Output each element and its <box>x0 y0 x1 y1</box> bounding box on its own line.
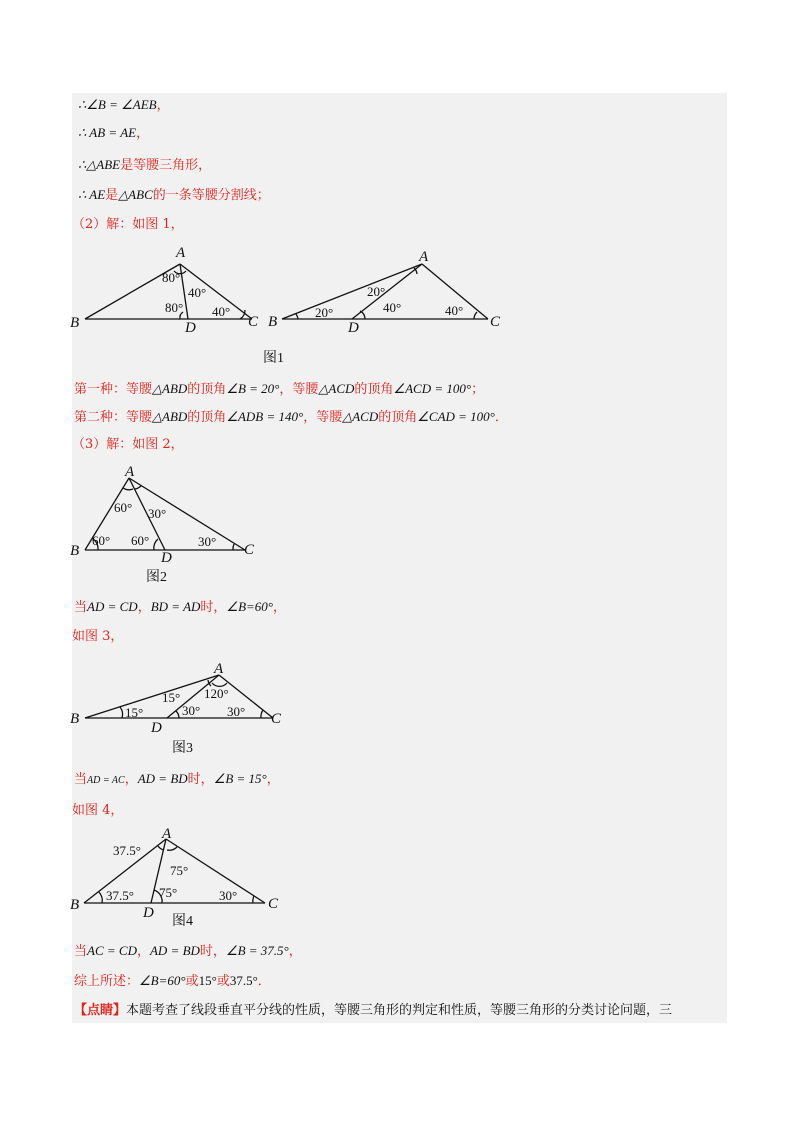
math-expr: BD = AD <box>150 599 201 614</box>
math-expr: △ACD <box>342 409 379 424</box>
angle-label: 37.5° <box>113 843 141 858</box>
text: ， <box>266 772 280 787</box>
comment-text: 本题考查了线段垂直平分线的性质，等腰三角形的判定和性质，等腰三角形的分类讨论问题，三 <box>126 1003 673 1018</box>
angle-label: 60° <box>114 500 133 515</box>
part-3-heading <box>72 436 184 454</box>
math-expr: ∠CAD = 100° <box>417 409 495 424</box>
text: 或 <box>216 974 230 989</box>
math-expr: △ACD <box>318 381 355 396</box>
vertex-label: D <box>143 905 154 921</box>
part-2-heading <box>72 216 184 234</box>
math-expr: △ABD <box>152 381 188 396</box>
vertex-label: D <box>348 320 359 336</box>
fig4-intro-line <box>72 802 123 820</box>
angle-label: 40° <box>445 303 464 318</box>
text: ， <box>136 944 150 959</box>
math-expr: △ABC <box>118 187 153 202</box>
text: 如图 4， <box>72 803 124 818</box>
vertex-label: A <box>176 245 186 261</box>
vertex-label: A <box>162 826 172 842</box>
comment-tag: 【点睛】 <box>74 1003 127 1018</box>
text-line-4 <box>78 186 270 205</box>
text: 时， <box>199 944 226 959</box>
text: 时， <box>200 600 227 615</box>
text-line-1 <box>78 96 170 115</box>
vertex-label: A <box>214 661 224 677</box>
text: ， <box>273 600 287 615</box>
text: 的顶角 <box>187 410 227 425</box>
text: 的顶角 <box>187 382 227 397</box>
math-expr: AD = CD <box>87 599 138 614</box>
angle-label: 80° <box>165 300 184 315</box>
text-line-3 <box>78 156 211 175</box>
math-expr: △ABD <box>152 409 188 424</box>
text: 的顶角 <box>378 410 418 425</box>
math-expr: ∠B = 15° <box>213 771 267 786</box>
vertex-label: A <box>419 249 429 265</box>
math-expr: 37.5° <box>229 973 258 988</box>
text: ，等腰 <box>279 382 319 397</box>
angle-label: 40° <box>383 300 402 315</box>
math-expr: ∠B = 37.5° <box>225 943 289 958</box>
vertex-label: D <box>151 720 162 736</box>
vertex-label: B <box>70 315 80 331</box>
text: 第二种：等腰 <box>74 410 153 425</box>
figure-3-caption: 图3 <box>172 741 193 756</box>
angle-label: 40° <box>188 285 207 300</box>
text: ． <box>494 410 508 425</box>
text: （3）解：如图 2， <box>72 437 184 452</box>
figure-2-caption: 图2 <box>146 570 167 585</box>
math-expr: ∠ADB = 140° <box>226 409 304 424</box>
vertex-label: B <box>70 897 80 913</box>
math-expr: AD = AC <box>87 775 125 786</box>
text-line-2 <box>78 124 149 143</box>
comment-line <box>74 1002 672 1020</box>
figure-1 <box>70 240 510 350</box>
vertex-label: B <box>70 543 80 559</box>
vertex-label: B <box>268 314 278 330</box>
angle-label: 15° <box>125 705 144 720</box>
math-expr: AD = BD <box>137 771 188 786</box>
angle-label: 37.5° <box>106 888 134 903</box>
fig4-condition-line <box>74 942 302 961</box>
text: ， <box>136 126 150 141</box>
vertex-label: C <box>248 314 259 330</box>
summary-line <box>74 972 271 991</box>
math-expr: ∴△ABE <box>78 157 121 172</box>
vertex-label: D <box>185 320 196 336</box>
text: 或 <box>185 974 199 989</box>
text: 综上所述： <box>74 974 140 989</box>
math-expr: AC = CD <box>87 943 137 958</box>
fig2-condition-line <box>74 598 286 617</box>
angle-label: 80° <box>162 270 181 285</box>
text: ； <box>471 382 485 397</box>
text: 当 <box>74 772 88 787</box>
text: ． <box>257 974 271 989</box>
text: 时， <box>187 772 214 787</box>
text: （2）解：如图 1， <box>72 217 184 232</box>
text: 的顶角 <box>354 382 394 397</box>
math-expr: AD = BD <box>149 943 200 958</box>
figure-1-caption: 图1 <box>263 351 284 366</box>
text: 当 <box>74 944 88 959</box>
math-expr: ∴ AB = AE <box>78 125 137 140</box>
angle-label: 40° <box>212 304 231 319</box>
text: ， <box>288 944 302 959</box>
math-expr: ∠B=60° <box>226 599 273 614</box>
math-expr: ∠B = 20° <box>226 381 280 396</box>
case-1-line <box>74 380 484 399</box>
math-expr: ∴ AE <box>78 187 106 202</box>
figure-4-caption: 图4 <box>172 914 193 929</box>
fig3-intro-line <box>72 628 123 646</box>
angle-label: 30° <box>198 534 217 549</box>
angle-label: 20° <box>367 284 386 299</box>
angle-label: 60° <box>92 533 111 548</box>
angle-label: 20° <box>315 305 334 320</box>
fig3-condition-line <box>74 770 280 790</box>
vertex-label: C <box>268 896 279 912</box>
vertex-label: B <box>70 711 80 727</box>
angle-label: 30° <box>148 506 167 521</box>
text: 如图 3， <box>72 629 124 644</box>
math-expr: ∴∠B = ∠AEB <box>78 97 157 112</box>
case-2-line <box>74 408 508 427</box>
text: ，等腰 <box>303 410 343 425</box>
figure-2 <box>70 462 270 587</box>
angle-label: 120° <box>204 686 229 701</box>
text: 是 <box>105 188 119 203</box>
text: ， <box>156 98 170 113</box>
text: 是等腰三角形， <box>120 158 212 173</box>
math-expr: ∠ACD = 100° <box>393 381 472 396</box>
vertex-label: C <box>271 711 282 727</box>
angle-label: 30° <box>227 704 246 719</box>
vertex-label: D <box>161 550 172 566</box>
text: ， <box>137 600 151 615</box>
angle-label: 75° <box>170 863 189 878</box>
angle-label: 30° <box>182 703 201 718</box>
angle-label: 60° <box>131 533 150 548</box>
text: ， <box>124 772 138 787</box>
angle-label: 15° <box>162 690 181 705</box>
math-expr: 15° <box>198 973 217 988</box>
text: 第一种：等腰 <box>74 382 153 397</box>
text: 的一条等腰分割线； <box>152 188 270 203</box>
vertex-label: A <box>125 464 135 480</box>
angle-label: 75° <box>159 885 178 900</box>
angle-label: 30° <box>219 888 238 903</box>
vertex-label: C <box>490 314 501 330</box>
vertex-label: C <box>244 542 255 558</box>
text: 当 <box>74 600 88 615</box>
math-expr: ∠B=60° <box>139 973 186 988</box>
